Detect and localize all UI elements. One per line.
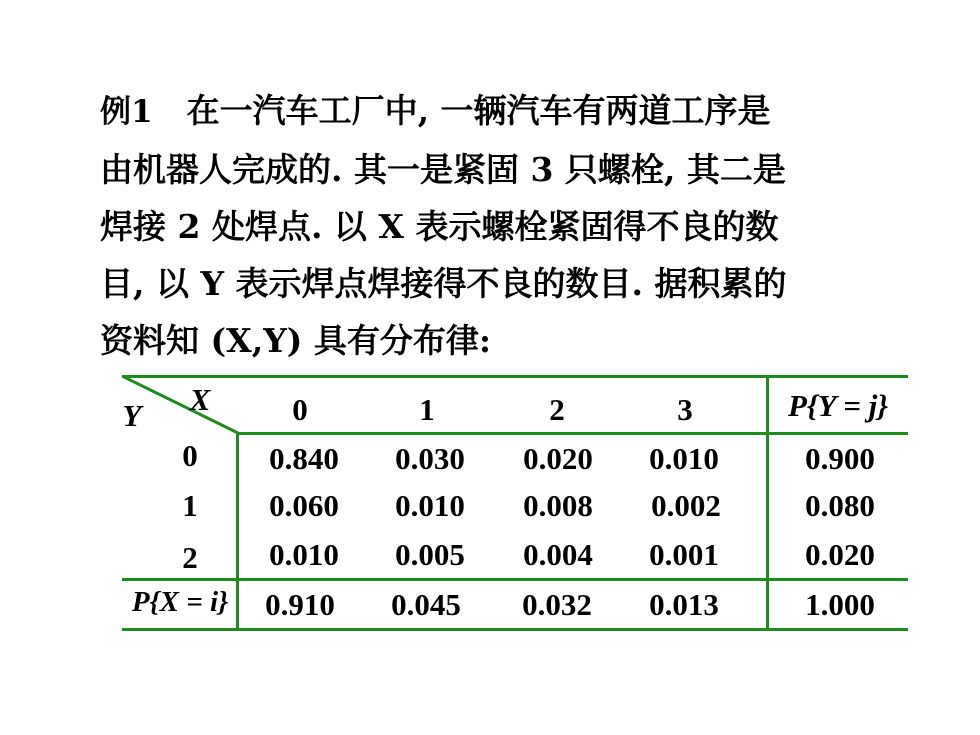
paragraph-line-3: 焊接 2 处焊点. 以 X 表示螺栓紧固得不良的数	[100, 207, 779, 246]
table-cell: 0.060	[269, 488, 339, 523]
table-cell: 0.002	[651, 488, 721, 523]
table-cell: 0.010	[649, 441, 719, 476]
row-label-0: 0	[182, 438, 198, 473]
table-cell: 0.840	[269, 441, 339, 476]
table-cell: 0.004	[523, 537, 593, 572]
col-header-2: 2	[549, 392, 565, 427]
marginal-y-cell: 0.900	[805, 441, 875, 476]
marginal-y-cell: 0.080	[805, 488, 875, 523]
table-cell: 0.010	[395, 488, 465, 523]
col-header-0: 0	[292, 392, 308, 427]
line-text: 在一汽车工厂中, 一辆汽车有两道工序是	[186, 91, 771, 130]
corner-y-label: Y	[122, 398, 142, 433]
row-label-2: 2	[182, 540, 198, 575]
table-cell: 0.020	[523, 441, 593, 476]
row-label-1: 1	[182, 488, 198, 523]
table-cell: 0.030	[395, 441, 465, 476]
marginal-x-cell: 0.032	[522, 587, 592, 622]
paragraph-line-2: 由机器人完成的. 其一是紧固 3 只螺栓, 其二是	[100, 150, 786, 189]
col-header-3: 3	[677, 392, 693, 427]
col-header-1: 1	[419, 392, 435, 427]
table-cell: 0.005	[395, 537, 465, 572]
marginal-x-cell: 0.045	[391, 587, 461, 622]
table-bottom-rule	[122, 628, 908, 631]
example-label: 例1	[100, 94, 153, 130]
paragraph-line-4: 目, 以 Y 表示焊点焊接得不良的数目. 据积累的	[100, 264, 787, 303]
table-header-rule	[238, 432, 908, 435]
marginal-x-cell: 0.910	[265, 587, 335, 622]
marginal-y-cell: 0.020	[805, 537, 875, 572]
table-cell: 0.010	[269, 537, 339, 572]
table-marginal-rule	[122, 578, 908, 581]
table-cell: 0.008	[523, 488, 593, 523]
corner-x-label: X	[189, 382, 211, 417]
marginal-y-header: P{Y = j}	[787, 388, 889, 423]
table-cell: 0.001	[649, 537, 719, 572]
paragraph-line-5: 资料知 (X,Y) 具有分布律:	[100, 321, 492, 360]
total-cell: 1.000	[805, 587, 875, 622]
marginal-x-label: P{X = i}	[131, 586, 229, 618]
marginal-x-cell: 0.013	[649, 587, 719, 622]
